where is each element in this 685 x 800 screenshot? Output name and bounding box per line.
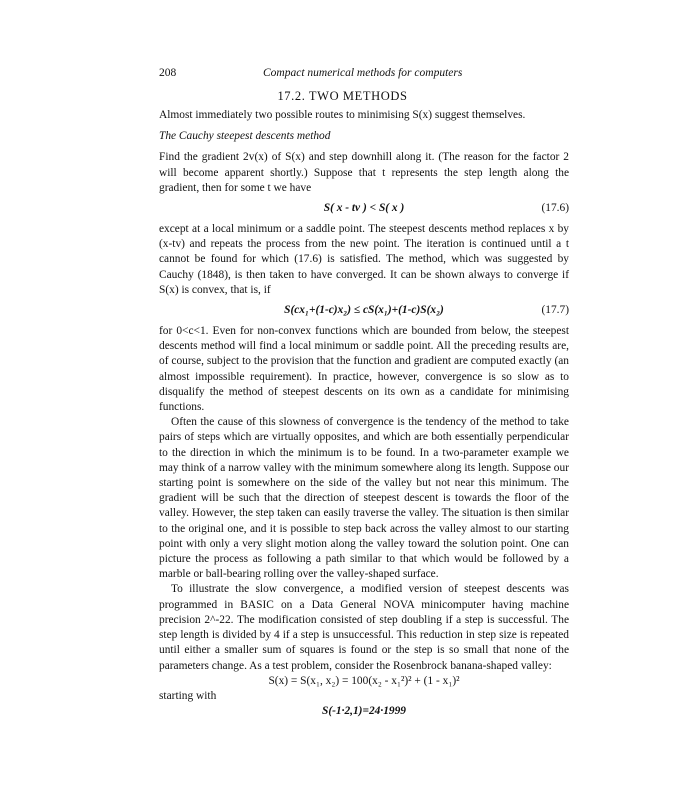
- paragraph-illustration: To illustrate the slow convergence, a modified version of steepest descents was programmed in BASIC on a Data General NOVA minicomputer having machine precision 2^-22. The modification consisted of step doubling if a step is successful. The step length is divided by 4 if a step is unsuccessful. This reduction in step size is repeated until either a smaller sum of squares is found or the step is so small that none of the parameters change. As a test problem, consider the Rosenbrock banana-shaped valley:: [159, 583, 569, 672]
- page-number: 208: [159, 67, 177, 79]
- paragraph-steepest-descents: except at a local minimum or a saddle point. The steepest descents method replaces x by (x-tv) and repeats the process from the new point. The iteration is continued until a t cannot be found for which (17.6) is satisfied. The method, which was suggested by Cauchy (1848), is then taken to have converged. It can be shown always to converge if S(x) is convex, that is, if: [159, 223, 569, 296]
- paragraph-starting-with: starting with: [159, 689, 217, 702]
- equation-17-7: [159, 301, 569, 322]
- equation-rosenbrock: S(x) = S(x₁, x₂) = 100(x₂ - x₁²)² + (1 - x₁)²: [268, 674, 460, 687]
- paragraph-gradient: Find the gradient 2v(x) of S(x) and step downhill along it. (The reason for the factor 2 will become apparent shortly.) Suppose that t represents the step length along the gradient, then for some t we have: [159, 151, 569, 194]
- paragraph-slowness: Often the cause of this slowness of convergence is the tendency of the method to take pairs of steps which are virtually opposites, and which are both essentially perpendicular to the direction in which the minimum is to be found. In a two-parameter example we may think of a narrow valley with the minimum somewhere along its length. Suppose our starting point is somewhere on the side of the valley but not near this minimum. The gradient will be such that the direction of steepest descent is towards the floor of the valley. However, the step taken can easily traverse the valley. The situation is then similar to the original one, and it is possible to step back across the valley almost to our starting point with only a very slight motion along the valley toward the solution point. One can picture the process as following a path similar to that which would be followed by a marble or ball-bearing rolling over the valley-shaped surface.: [159, 416, 569, 581]
- body-text: [159, 108, 569, 719]
- equation-starting-value: S(-1·2,1)=24·1999: [321, 705, 406, 718]
- equation-17-7-number: (17.7): [541, 304, 569, 317]
- equation-17-6-number: (17.6): [541, 202, 569, 215]
- page-header: [159, 67, 569, 83]
- equation-17-6: [159, 199, 569, 220]
- intro-paragraph: Almost immediately two possible routes to minimising S(x) suggest themselves.: [159, 109, 526, 121]
- subsection-heading: The Cauchy steepest descents method: [159, 130, 331, 143]
- equation-17-7-body: S(cx₁+(1-c)x₂) ≤ cS(x₁)+(1-c)S(x₂): [284, 304, 444, 317]
- section-title: 17.2. TWO METHODS: [277, 89, 408, 103]
- paragraph-convexity: for 0<c<1. Even for non-convex functions which are bounded from below, the steepest descents method will find a local minimum or saddle point. All the preceding results are, of course, subject to the provision that the function and gradient are computed exactly (an almost impossible requirement). In practice, however, convergence is so slow as to disqualify the method of steepest descents on its own as a candidate for minimising functions.: [159, 325, 569, 414]
- equation-17-6-body: S( x - tv ) < S( x ): [323, 202, 405, 215]
- running-title: Compact numerical methods for computers: [263, 67, 463, 79]
